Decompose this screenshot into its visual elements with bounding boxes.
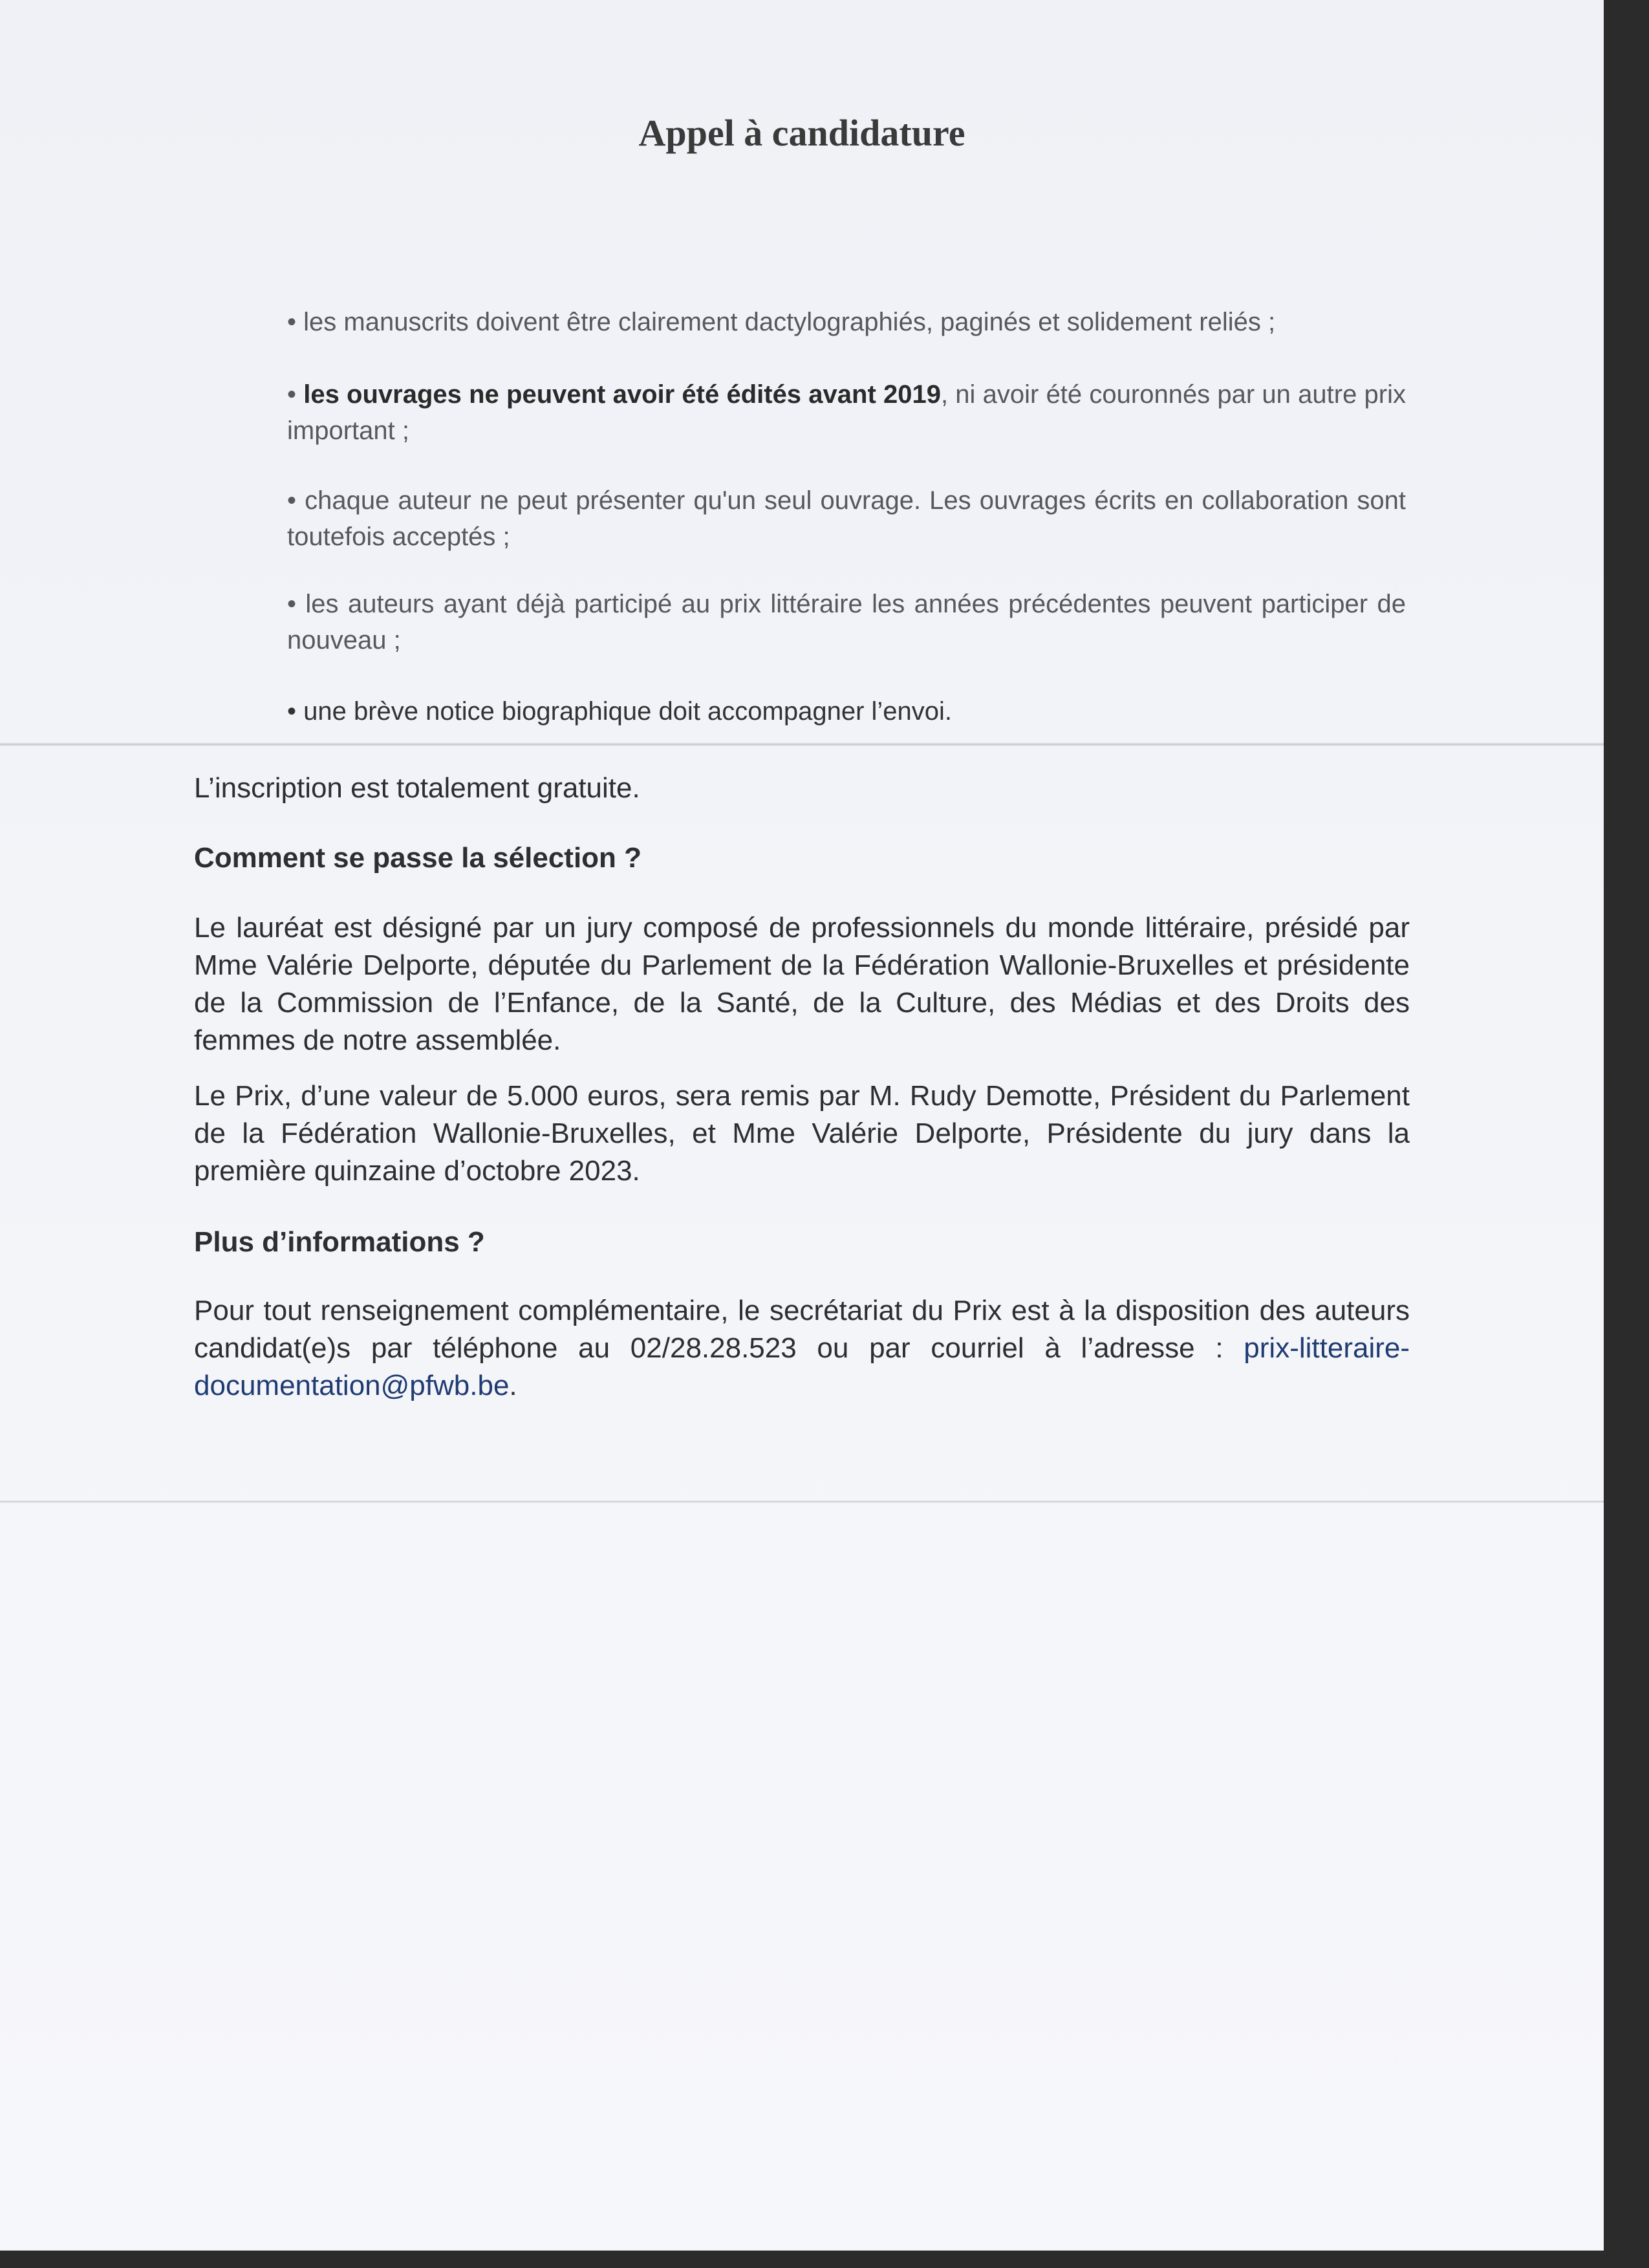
contact-email-link[interactable]: prix-litteraire-documentation@pfwb.be [194, 1332, 1410, 1401]
bullet-marker: • [287, 308, 297, 336]
bullet-item [287, 482, 1406, 555]
bullet-marker: • [287, 486, 297, 515]
bullet-text: chaque auteur ne peut présenter qu'un seul ouvrage. Les ouvrages écrits en collaboration sont toutefois acceptés ; [287, 486, 1406, 551]
paper-fold-line [0, 742, 1604, 746]
info-end: . [509, 1370, 517, 1401]
inscription-note: L’inscription est totalement gratuite. [194, 772, 640, 804]
bullet-text: les manuscrits doivent être clairement dactylographiés, paginés et solidement reliés ; [303, 308, 1276, 336]
bullet-item [287, 304, 1406, 340]
info-heading: Plus d’informations ? [194, 1226, 485, 1258]
bullet-text: les auteurs ayant déjà participé au prix littéraire les années précédentes peuvent participer de nouveau ; [287, 590, 1406, 654]
page-title: Appel à candidature [638, 112, 965, 154]
selection-paragraph-jury: Le lauréat est désigné par un jury composé de professionnels du monde littéraire, présidé par Mme Valérie Delporte, députée du Parlement de la Fédération Wallonie-Bruxelles et présidente de la Commission de l’Enfance, de la Santé, de la Culture, des Médias et des Droits des femmes de notre assemblée. [194, 912, 1410, 1056]
bullet-marker: • [287, 380, 297, 409]
bullet-bold-text: les ouvrages ne peuvent avoir été édités avant 2019 [303, 380, 941, 409]
bullet-marker: • [287, 590, 297, 618]
selection-paragraph-prize: Le Prix, d’une valeur de 5.000 euros, sera remis par M. Rudy Demotte, Président du Parlement de la Fédération Wallonie-Bruxelles, et Mme Valérie Delporte, Présidente du jury dans la première quinzaine d’octobre 2023. [194, 1080, 1410, 1187]
info-text: Pour tout renseignement complémentaire, le secrétariat du Prix est à la disposition des auteurs candidat(e)s par téléphone au 02/28.28.523 ou par courriel à l’adresse : [194, 1295, 1410, 1364]
selection-heading: Comment se passe la sélection ? [194, 842, 642, 874]
info-paragraph [194, 1292, 1410, 1405]
bullet-item [287, 586, 1406, 658]
bullet-text: , ni avoir été couronnés par un autre prix important ; [287, 380, 1406, 445]
bullet-marker: • [287, 697, 297, 726]
paper-fold-line [0, 1500, 1604, 1503]
bullet-item [287, 376, 1406, 449]
bullet-text: une brève notice biographique doit accompagner l’envoi. [303, 697, 953, 726]
bullet-item [287, 693, 1406, 729]
